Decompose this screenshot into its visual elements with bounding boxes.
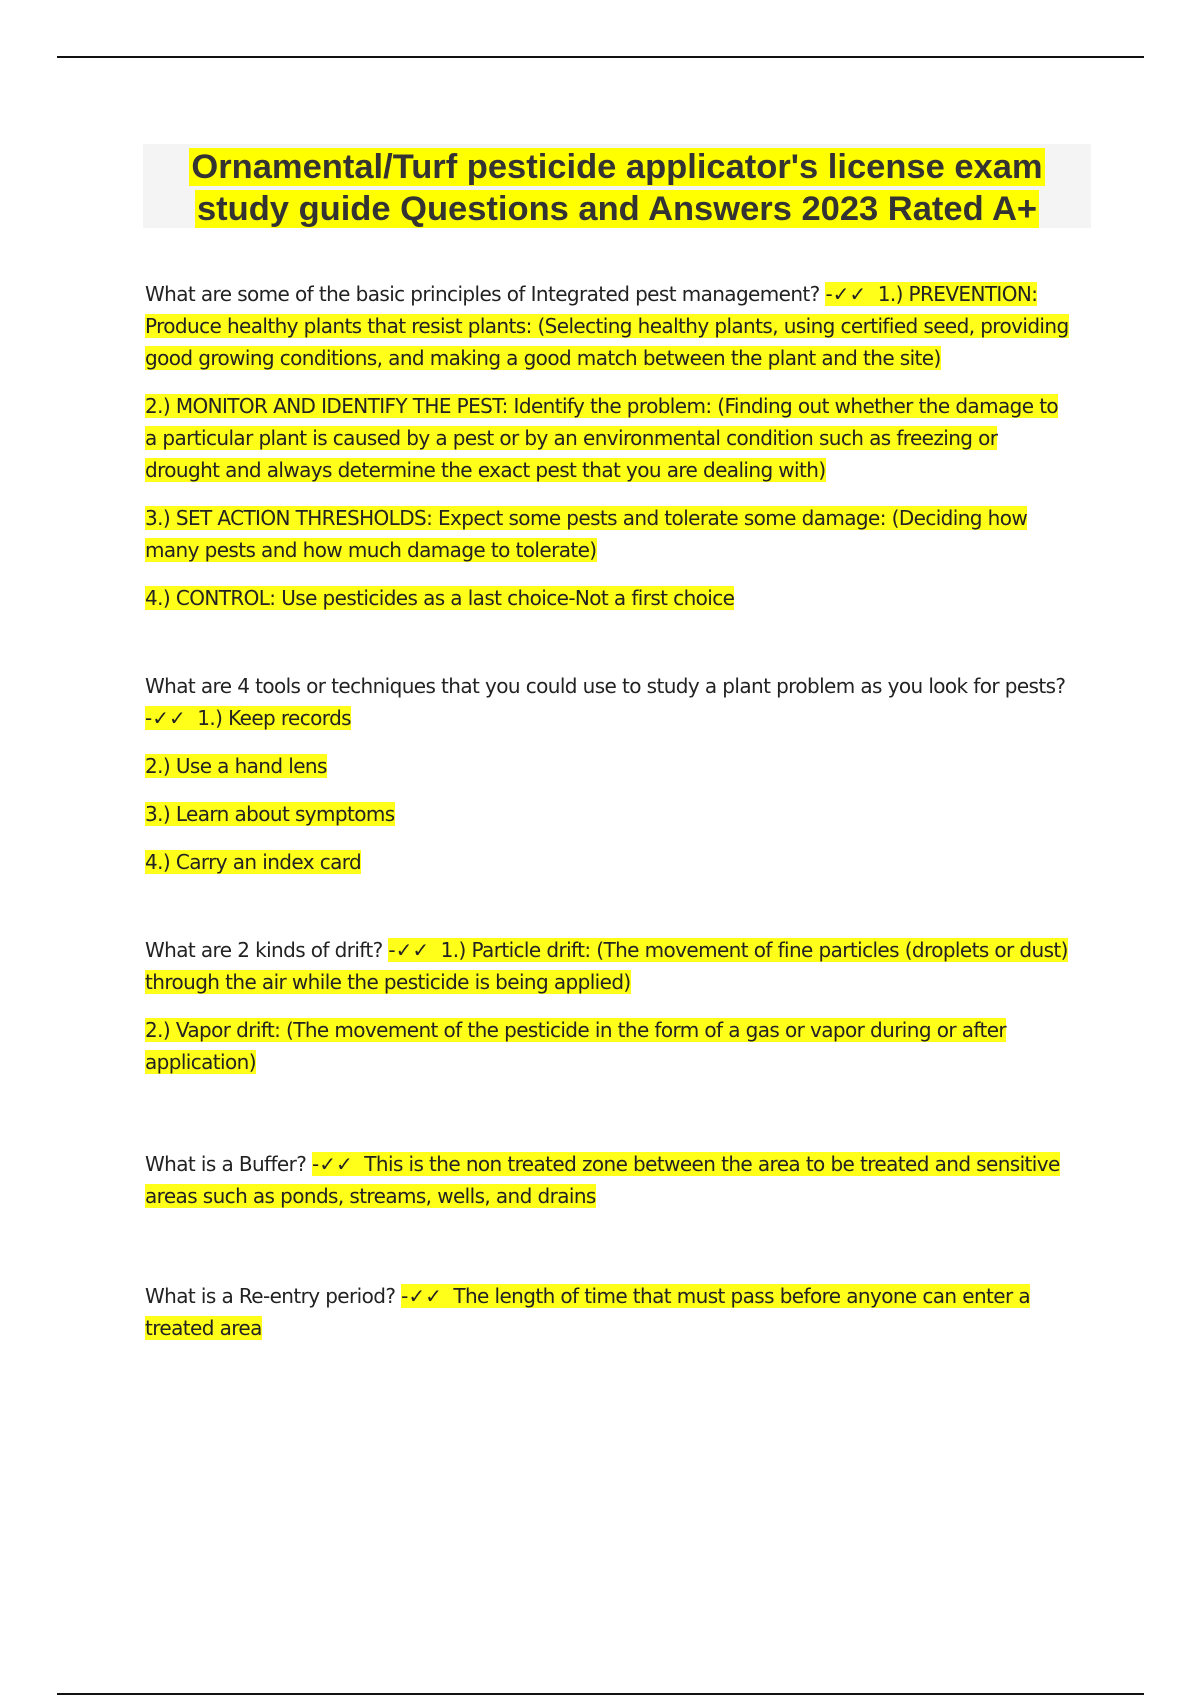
qa-item	[145, 934, 1075, 1078]
qa-item	[145, 1280, 1075, 1344]
answer-paragraph	[145, 750, 1075, 782]
qa-first-paragraph	[145, 1280, 1075, 1344]
qa-content	[145, 278, 1075, 1400]
answer-text: The length of time that must pass before anyone can enter a treated area	[145, 1284, 1031, 1340]
answer-paragraph	[145, 846, 1075, 878]
answer-first	[145, 706, 351, 730]
answer-text: 1.) Keep records	[197, 706, 351, 730]
answer-text: 4.) Carry an index card	[145, 850, 362, 874]
checkmark-icon: -✓✓	[388, 938, 430, 962]
answer-text: 2.) MONITOR AND IDENTIFY THE PEST: Identify the problem: (Finding out whether the damage to a particular plant is caused by a pest or by an environmental condition such as freezing or drought and always determine the exact pest that you are dealing with)	[145, 394, 1059, 482]
question-text: What are some of the basic principles of Integrated pest management?	[145, 282, 820, 306]
qa-first-paragraph	[145, 670, 1075, 734]
qa-first-paragraph	[145, 934, 1075, 998]
checkmark-icon: -✓✓	[401, 1284, 442, 1308]
checkmark-icon: -✓✓	[145, 706, 186, 730]
document-title-box	[143, 144, 1091, 228]
qa-first-paragraph	[145, 1148, 1075, 1212]
question-text: What is a Buffer?	[145, 1152, 307, 1176]
answer-text: This is the non treated zone between the area to be treated and sensitive areas such as ponds, streams, wells, and drains	[145, 1152, 1060, 1208]
question-text: What is a Re-entry period?	[145, 1284, 396, 1308]
qa-item	[145, 670, 1075, 878]
answer-paragraph	[145, 390, 1075, 486]
question-text: What are 2 kinds of drift?	[145, 938, 383, 962]
answer-paragraph	[145, 798, 1075, 830]
answer-text: 1.) Particle drift: (The movement of fine particles (droplets or dust) through the air while the pesticide is being applied)	[145, 938, 1068, 994]
qa-item	[145, 278, 1075, 614]
answer-paragraph	[145, 1014, 1075, 1078]
answer-text: 2.) Vapor drift: (The movement of the pesticide in the form of a gas or vapor during or after application)	[145, 1018, 1007, 1074]
top-rule	[57, 56, 1144, 58]
answer-text: 2.) Use a hand lens	[145, 754, 327, 778]
answer-text: 4.) CONTROL: Use pesticides as a last choice-Not a first choice	[145, 586, 735, 610]
checkmark-icon: -✓✓	[312, 1152, 353, 1176]
document-title	[143, 144, 1091, 230]
qa-first-paragraph	[145, 278, 1075, 374]
answer-paragraph	[145, 582, 1075, 614]
title-line-1: Ornamental/Turf pesticide applicator's license exam	[191, 148, 1043, 186]
answer-text: 3.) Learn about symptoms	[145, 802, 395, 826]
qa-item	[145, 1148, 1075, 1212]
bottom-rule	[57, 1693, 1144, 1695]
answer-text: 1.) PREVENTION: Produce healthy plants that resist plants: (Selecting healthy plants, using certified seed, providing good growing conditions, and making a good match between the plant and the site)	[145, 282, 1069, 370]
title-line-2: study guide Questions and Answers 2023 Rated A+	[196, 190, 1038, 228]
checkmark-icon: -✓✓	[825, 282, 867, 306]
answer-paragraph	[145, 502, 1075, 566]
question-text: What are 4 tools or techniques that you could use to study a plant problem as you look for pests?	[145, 674, 1066, 698]
answer-text: 3.) SET ACTION THRESHOLDS: Expect some pests and tolerate some damage: (Deciding how many pests and how much damage to tolerate)	[145, 506, 1028, 562]
